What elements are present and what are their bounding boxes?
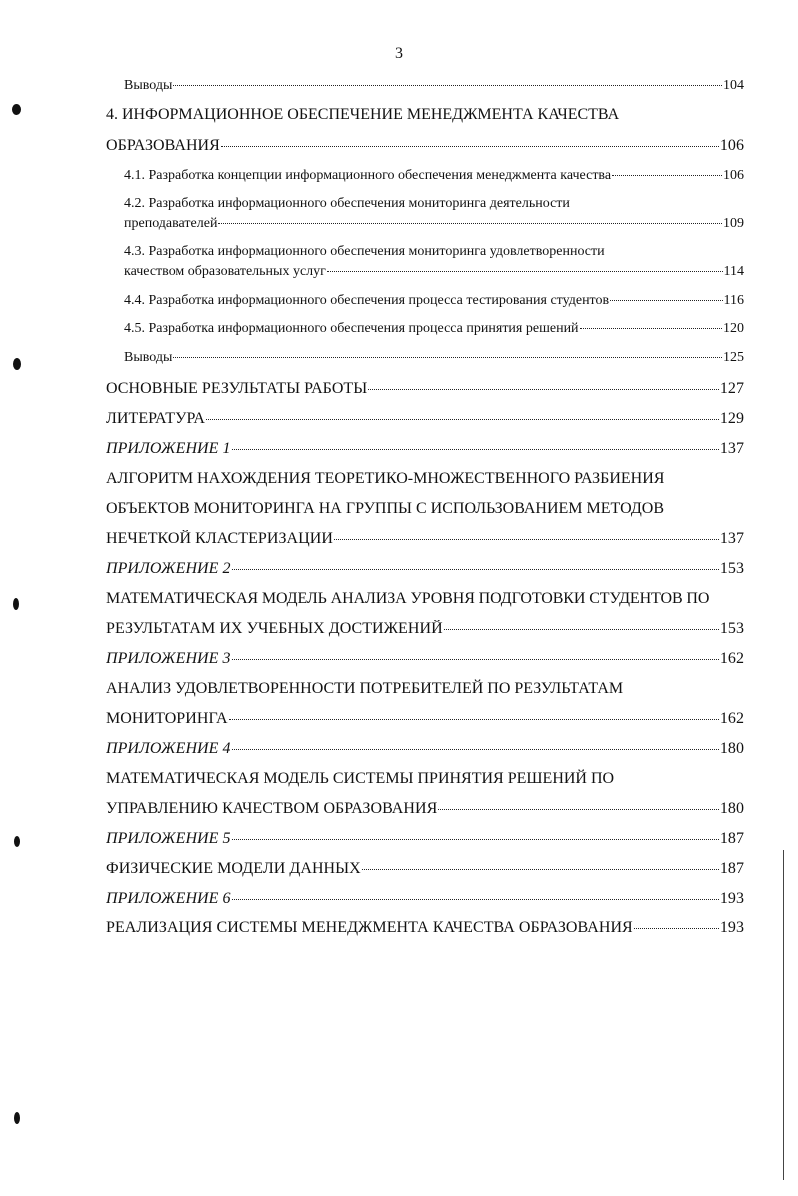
toc-entry-page: 153 (719, 620, 744, 637)
leader-dots (368, 388, 719, 390)
toc-entry-title: Выводы (124, 350, 173, 365)
toc-entry-page: 187 (719, 830, 744, 847)
toc-appendix-title: ОБЪЕКТОВ МОНИТОРИНГА НА ГРУППЫ С ИСПОЛЬЗОВАНИЕМ МЕТОДОВ (106, 500, 664, 517)
toc-entry[interactable] (124, 168, 744, 184)
toc-entry-page: 162 (719, 710, 744, 727)
toc-appendix-label: ПРИЛОЖЕНИЕ 2 (106, 560, 231, 577)
toc-entry-page: 137 (719, 530, 744, 547)
toc-appendix-label: ПРИЛОЖЕНИЕ 6 (106, 890, 231, 907)
toc-appendix-label: ПРИЛОЖЕНИЕ 1 (106, 440, 231, 457)
leader-dots (232, 448, 719, 450)
toc-entry-title: 4.5. Разработка информационного обеспечения процесса принятия решений (124, 321, 579, 336)
toc-entry-title: 4.3. Разработка информационного обеспечения мониторинга удовлетворенности (124, 244, 605, 259)
toc-appendix-title: МАТЕМАТИЧЕСКАЯ МОДЕЛЬ СИСТЕМЫ ПРИНЯТИЯ РЕШЕНИЙ ПО (106, 770, 615, 787)
toc-entry-title: преподавателей (124, 216, 218, 231)
toc-entry[interactable] (106, 410, 744, 428)
toc-entry-title: ОСНОВНЫЕ РЕЗУЛЬТАТЫ РАБОТЫ (106, 380, 368, 397)
toc-entry[interactable] (106, 710, 744, 728)
toc-entry[interactable] (106, 560, 744, 578)
toc-entry-page: 162 (719, 650, 744, 667)
toc-entry[interactable] (124, 350, 744, 366)
leader-dots (232, 838, 719, 840)
toc-entry[interactable] (106, 800, 744, 818)
leader-dots (444, 628, 719, 630)
toc-entry[interactable] (106, 530, 744, 548)
toc-appendix-title: МОНИТОРИНГА (106, 710, 228, 727)
toc-appendix-title: АНАЛИЗ УДОВЛЕТВОРЕННОСТИ ПОТРЕБИТЕЛЕЙ ПО РЕЗУЛЬТАТАМ (106, 680, 624, 697)
toc-entry[interactable] (124, 78, 744, 94)
toc-entry[interactable] (106, 890, 744, 908)
toc-entry-title: ЛИТЕРАТУРА (106, 410, 205, 427)
leader-dots (634, 927, 719, 929)
toc-entry-title: ОБРАЗОВАНИЯ (106, 137, 220, 154)
toc-entry-page: 127 (719, 380, 744, 397)
toc-entry-page: 116 (723, 293, 744, 308)
leader-dots (218, 222, 722, 224)
leader-dots (232, 568, 719, 570)
toc-entry[interactable] (124, 216, 744, 232)
toc-entry-page: 109 (723, 216, 744, 231)
toc-appendix-title: МАТЕМАТИЧЕСКАЯ МОДЕЛЬ АНАЛИЗА УРОВНЯ ПОДГОТОВКИ СТУДЕНТОВ ПО (106, 590, 710, 607)
toc-entry-page: 180 (719, 800, 744, 817)
leader-dots (438, 808, 719, 810)
toc-entry-page: 193 (719, 919, 744, 936)
toc-appendix-label: ПРИЛОЖЕНИЕ 3 (106, 650, 231, 667)
toc-entry-page: 137 (719, 440, 744, 457)
page-number: 3 (395, 45, 403, 62)
toc-chapter-title: 4. ИНФОРМАЦИОННОЕ ОБЕСПЕЧЕНИЕ МЕНЕДЖМЕНТА КАЧЕСТВА (106, 106, 620, 123)
toc-appendix-title: НЕЧЕТКОЙ КЛАСТЕРИЗАЦИИ (106, 530, 333, 547)
toc-entry-page: 106 (723, 168, 744, 183)
leader-dots (173, 356, 722, 358)
toc-entry[interactable] (124, 321, 744, 337)
toc-appendix-title: РЕЗУЛЬТАТАМ ИХ УЧЕБНЫХ ДОСТИЖЕНИЙ (106, 620, 443, 637)
toc-entry[interactable] (106, 740, 744, 758)
toc-entry[interactable] (106, 440, 744, 458)
toc-entry-page: 193 (719, 890, 744, 907)
toc-entry[interactable] (106, 830, 744, 848)
leader-dots (229, 718, 719, 720)
toc-appendix-label: ПРИЛОЖЕНИЕ 4 (106, 740, 231, 757)
toc-entry-page: 187 (719, 860, 744, 877)
toc-appendix-title: АЛГОРИТМ НАХОЖДЕНИЯ ТЕОРЕТИКО-МНОЖЕСТВЕННОГО РАЗБИЕНИЯ (106, 470, 665, 487)
toc-entry-page: 114 (723, 264, 744, 279)
toc-appendix-title: УПРАВЛЕНИЮ КАЧЕСТВОМ ОБРАЗОВАНИЯ (106, 800, 438, 817)
leader-dots (232, 748, 719, 750)
leader-dots (327, 270, 723, 272)
toc-appendix-title: РЕАЛИЗАЦИЯ СИСТЕМЫ МЕНЕДЖМЕНТА КАЧЕСТВА ОБРАЗОВАНИЯ (106, 919, 633, 936)
toc-entry-page: 129 (719, 410, 744, 427)
toc-entry-page: 106 (719, 137, 744, 154)
leader-dots (334, 538, 719, 540)
toc-appendix-title: ФИЗИЧЕСКИЕ МОДЕЛИ ДАННЫХ (106, 860, 361, 877)
leader-dots (173, 84, 722, 86)
leader-dots (580, 327, 722, 329)
toc-entry-page: 125 (723, 350, 744, 365)
toc-entry[interactable] (106, 860, 744, 878)
leader-dots (232, 898, 719, 900)
toc-entry-title: Выводы (124, 78, 173, 93)
toc-entry[interactable] (106, 620, 744, 638)
toc-entry-page: 180 (719, 740, 744, 757)
toc-entry[interactable] (106, 650, 744, 668)
toc-entry[interactable] (106, 919, 744, 937)
leader-dots (232, 658, 719, 660)
toc-appendix-label: ПРИЛОЖЕНИЕ 5 (106, 830, 231, 847)
leader-dots (362, 868, 719, 870)
leader-dots (610, 299, 722, 301)
toc-entry-page: 120 (723, 321, 744, 336)
toc-entry-page: 104 (723, 78, 744, 93)
toc-entry-title: качеством образовательных услуг (124, 264, 326, 279)
toc-entry-title: 4.4. Разработка информационного обеспечения процесса тестирования студентов (124, 293, 610, 308)
toc-entry[interactable] (124, 264, 744, 280)
toc-entry[interactable] (124, 293, 744, 309)
toc-entry-page: 153 (719, 560, 744, 577)
leader-dots (206, 418, 719, 420)
toc-entry-title: 4.1. Разработка концепции информационного обеспечения менеджмента качества (124, 168, 612, 183)
toc-entry[interactable] (106, 380, 744, 398)
toc-entry[interactable] (106, 137, 744, 155)
toc-entry-title: 4.2. Разработка информационного обеспечения мониторинга деятельности (124, 196, 570, 211)
leader-dots (612, 174, 722, 176)
leader-dots (221, 145, 719, 147)
